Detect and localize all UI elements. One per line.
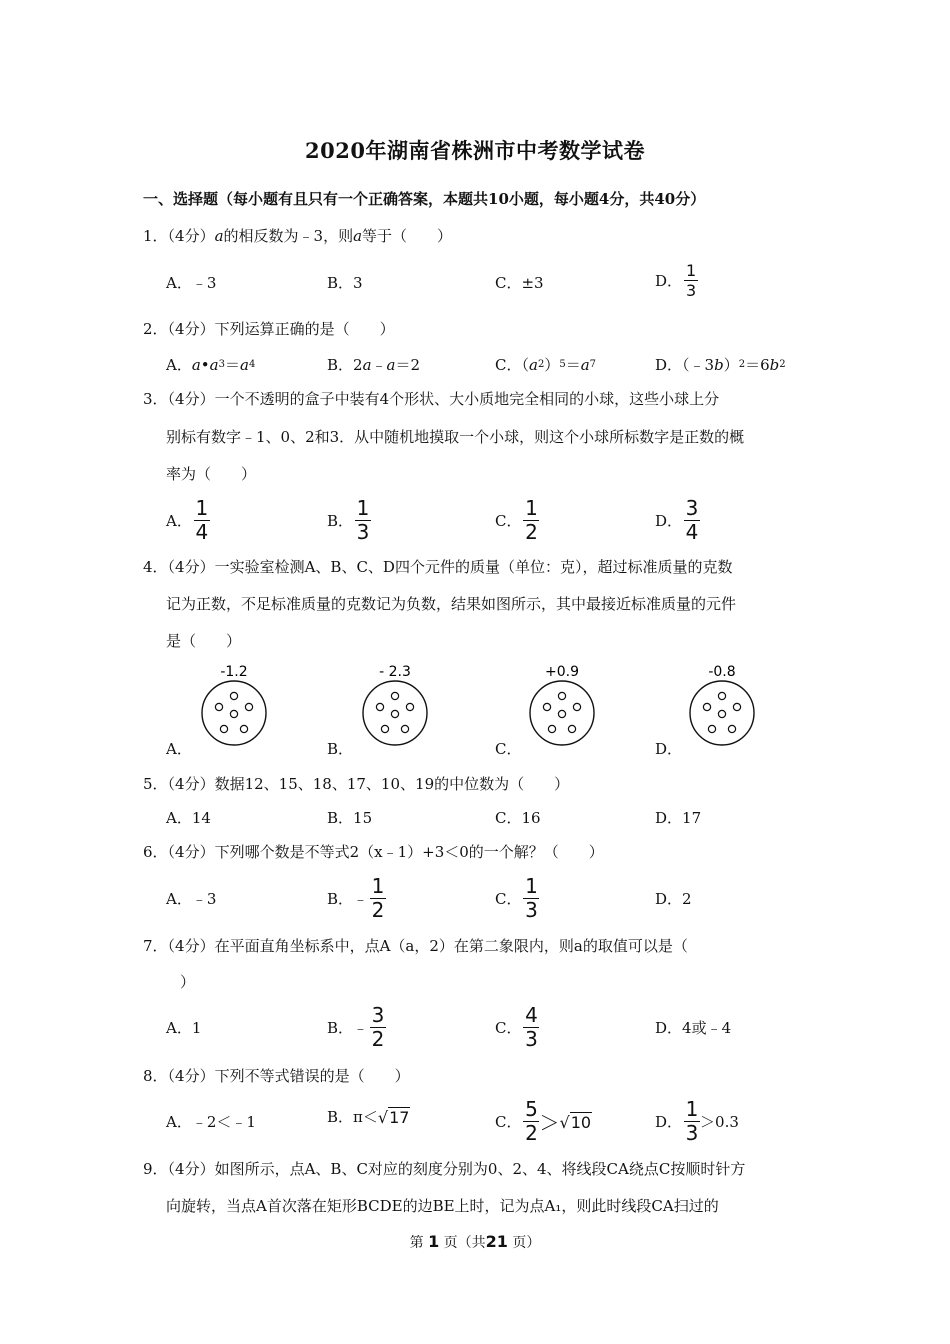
question-9-line-2: 向旋转，当点A首次落在矩形BCDE的边BE上时，记为点A₁，则此时线段CA扫过的 — [166, 1197, 719, 1215]
q3-option-a: A． $\frac{1}{4}$ — [166, 496, 209, 544]
sqrt-10: √ 10 — [559, 1112, 592, 1132]
q5-option-a: A．14 — [166, 809, 211, 827]
q1-option-b: B．3 — [327, 274, 363, 292]
question-8-stem: 8．（4分）下列不等式错误的是（ ） — [143, 1067, 410, 1085]
q1-option-a: A．﹣3 — [166, 274, 217, 292]
q1-option-c: C．±3 — [495, 274, 544, 292]
question-6-stem: 6．（4分）下列哪个数是不等式2（x﹣1）+3＜0的一个解？（ ） — [143, 843, 604, 861]
total-pages: 21 — [485, 1232, 508, 1251]
q6-option-c: C． $\frac{1}{3}$ — [495, 874, 538, 922]
question-1-stem: 1．（4分）a的相反数为﹣3，则a等于（ ） — [143, 227, 453, 245]
component-b-figure — [357, 658, 433, 750]
q5-option-c: C．16 — [495, 809, 541, 827]
question-2-stem: 2．（4分）下列运算正确的是（ ） — [143, 320, 395, 338]
q8-option-c: C． $\frac{5}{2}$ ＞ √ 10 — [495, 1097, 592, 1145]
q2-option-c: C．（ a 2 ） 5 ＝ a 7 — [495, 355, 597, 374]
q7-option-a: A．1 — [166, 1019, 202, 1037]
q4-option-c-label: C． — [495, 740, 522, 758]
question-9-line-1: 9．（4分）如图所示，点A、B、C对应的刻度分别为0、2、4、将线段CA绕点C按顺时针方 — [143, 1160, 746, 1178]
component-c-value: +0.9 — [545, 664, 579, 680]
fraction: $\frac{1}{3}$ — [685, 261, 697, 300]
q6-option-b: B．﹣ $\frac{1}{2}$ — [327, 874, 385, 922]
question-5-stem: 5．（4分）数据12、15、18、17、10、19的中位数为（ ） — [143, 775, 570, 793]
q3-option-c: C． $\frac{1}{2}$ — [495, 496, 538, 544]
component-d-figure — [684, 658, 760, 750]
question-7-line-1: 7．（4分）在平面直角坐标系中，点A（a，2）在第二象限内，则a的取值可以是（ — [143, 937, 688, 955]
component-a-value: -1.2 — [220, 664, 248, 680]
component-a-figure — [196, 658, 272, 750]
q7-option-d: D．4或﹣4 — [655, 1019, 732, 1037]
question-4-line-3: 是（ ） — [166, 632, 242, 650]
q6-option-d: D．2 — [655, 890, 692, 908]
page-footer: 第 1 页（共21 页） — [409, 1232, 541, 1251]
q4-option-b-label: B． — [327, 740, 354, 758]
question-4-line-1: 4．（4分）一实验室检测A、B、C、D四个元件的质量（单位：克），超过标准质量的克数 — [143, 558, 733, 576]
question-3-line-1: 3．（4分）一个不透明的盒子中装有4个形状、大小质地完全相同的小球，这些小球上分 — [143, 390, 720, 408]
q8-option-b: B．π＜ √ 17 — [327, 1107, 410, 1127]
question-7-line-2: ） — [180, 973, 196, 991]
q4-option-a-label: A． — [166, 740, 192, 758]
section-heading: 一、选择题（每小题有且只有一个正确答案，本题共10小题，每小题4分，共40分） — [143, 190, 706, 208]
component-c-figure — [524, 658, 600, 750]
q5-option-b: B．15 — [327, 809, 373, 827]
q7-option-c: C． $\frac{4}{3}$ — [495, 1003, 538, 1051]
q1-option-d: D． $\frac{1}{3}$ — [655, 261, 697, 300]
q2-option-b: B．2 a ﹣ a ＝2 — [327, 355, 421, 374]
question-3-line-3: 率为（ ） — [166, 465, 257, 483]
q2-option-d: D．（﹣3 b ） 2 ＝6 b 2 — [655, 355, 786, 374]
q4-option-d-label: D． — [655, 740, 683, 758]
q3-option-d: D． $\frac{3}{4}$ — [655, 496, 699, 544]
sqrt-17: √ 17 — [377, 1107, 410, 1127]
q5-option-d: D．17 — [655, 809, 702, 827]
page-number: 1 — [428, 1232, 440, 1251]
question-4-line-2: 记为正数，不足标准质量的克数记为负数，结果如图所示，其中最接近标准质量的元件 — [166, 595, 737, 613]
q3-option-b: B． $\frac{1}{3}$ — [327, 496, 370, 544]
component-d-value: -0.8 — [708, 664, 736, 680]
page-title: 2020年湖南省株洲市中考数学试卷 — [305, 138, 645, 163]
q6-option-a: A．﹣3 — [166, 890, 217, 908]
q7-option-b: B．﹣ $\frac{3}{2}$ — [327, 1003, 385, 1051]
q2-option-a: A． a • a 3 ＝ a 4 — [166, 355, 256, 374]
q8-option-d: D． $\frac{1}{3}$ ＞0.3 — [655, 1097, 739, 1145]
q8-option-a: A．﹣2＜﹣1 — [166, 1113, 256, 1131]
component-b-value: - 2.3 — [379, 664, 411, 680]
question-3-line-2: 别标有数字﹣1、0、2和3．从中随机地摸取一个小球，则这个小球所标数字是正数的概 — [166, 428, 745, 446]
